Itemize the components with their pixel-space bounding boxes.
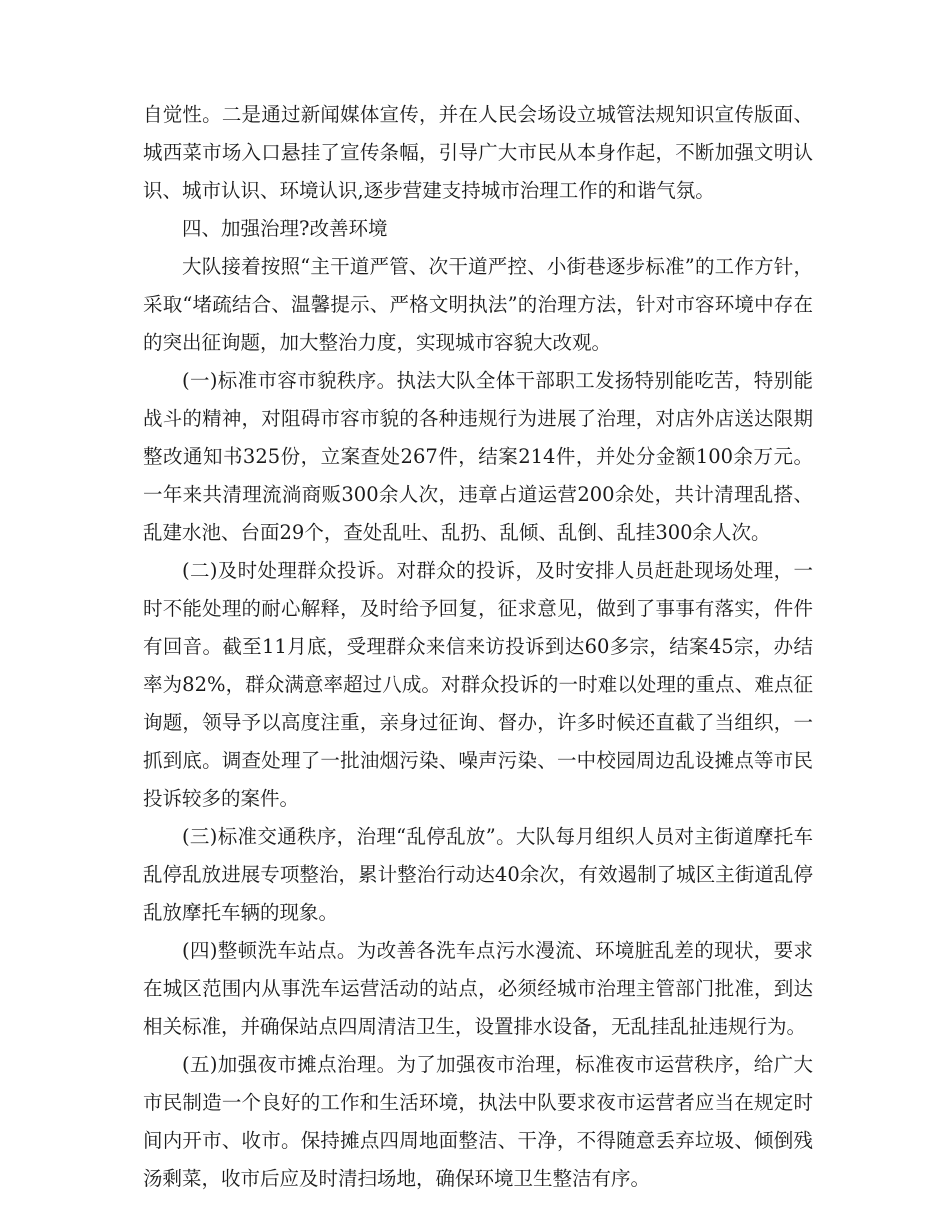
paragraph-item-3: (三)标准交通秩序，治理“乱停乱放”。大队每月组织人员对主街道摩托车乱停乱放进展专项整治，累计整治行动达40余次，有效遏制了城区主街道乱停乱放摩托车辆的现象。	[143, 825, 813, 924]
paragraph-intro: 大队接着按照“主干道严管、次干道严控、小街巷逐步标准”的工作方针，采取“堵疏结合、温馨提示、严格文明执法”的治理方法，针对市容环境中存在的突出征询题，加大整治力度，实现城市容貌大改观。	[143, 255, 813, 354]
paragraph-item-1: (一)标准市容市貌秩序。执法大队全体干部职工发扬特别能吃苦，特别能战斗的精神，对阻碍市容市貌的各种违规行为进展了治理，对店外店送达限期整改通知书325份，立案查处267件，结案214件，并处分金额100余万元。一年来共清理流淌商贩300余人次，违章占道运营200余处，共计清理乱搭、乱建水池、台面29个，查处乱吐、乱扔、乱倾、乱倒、乱挂300余人次。	[143, 369, 813, 544]
section-heading: 四、加强治理?改善环境	[182, 217, 388, 240]
paragraph-item-4: (四)整顿洗车站点。为改善各洗车点污水漫流、环境脏乱差的现状，要求在城区范围内从事洗车运营活动的站点，必须经城市治理主管部门批准，到达相关标准，并确保站点四周清洁卫生，设置排水设备，无乱挂乱扯违规行为。	[143, 939, 813, 1038]
paragraph-continuation: 自觉性。二是通过新闻媒体宣传，并在人民会场设立城管法规知识宣传版面、城西菜市场入口悬挂了宣传条幅，引导广大市民从本身作起，不断加强文明认识、城市认识、环境认识,逐步营建支持城市治理工作的和谐气氛。	[143, 103, 813, 202]
paragraph-item-5: (五)加强夜市摊点治理。为了加强夜市治理，标准夜市运营秩序，给广大市民制造一个良好的工作和生活环境，执法中队要求夜市运营者应当在规定时间内开市、收市。保持摊点四周地面整洁、干净，不得随意丢弃垃圾、倾倒残汤剩菜，收市后应及时清扫场地，确保环境卫生整洁有序。	[143, 1053, 813, 1190]
paragraph-item-2: (二)及时处理群众投诉。对群众的投诉，及时安排人员赶赴现场处理，一时不能处理的耐心解释，及时给予回复，征求意见，做到了事事有落实，件件有回音。截至11月底，受理群众来信来访投诉到达60多宗，结案45宗，办结率为82%，群众满意率超过八成。对群众投诉的一时难以处理的重点、难点征询题，领导予以高度注重，亲身过征询、督办，许多时候还直截了当组织，一抓到底。调查处理了一批油烟污染、噪声污染、一中校园周边乱设摊点等市民投诉较多的案件。	[143, 559, 813, 810]
document-page	[143, 96, 813, 1198]
